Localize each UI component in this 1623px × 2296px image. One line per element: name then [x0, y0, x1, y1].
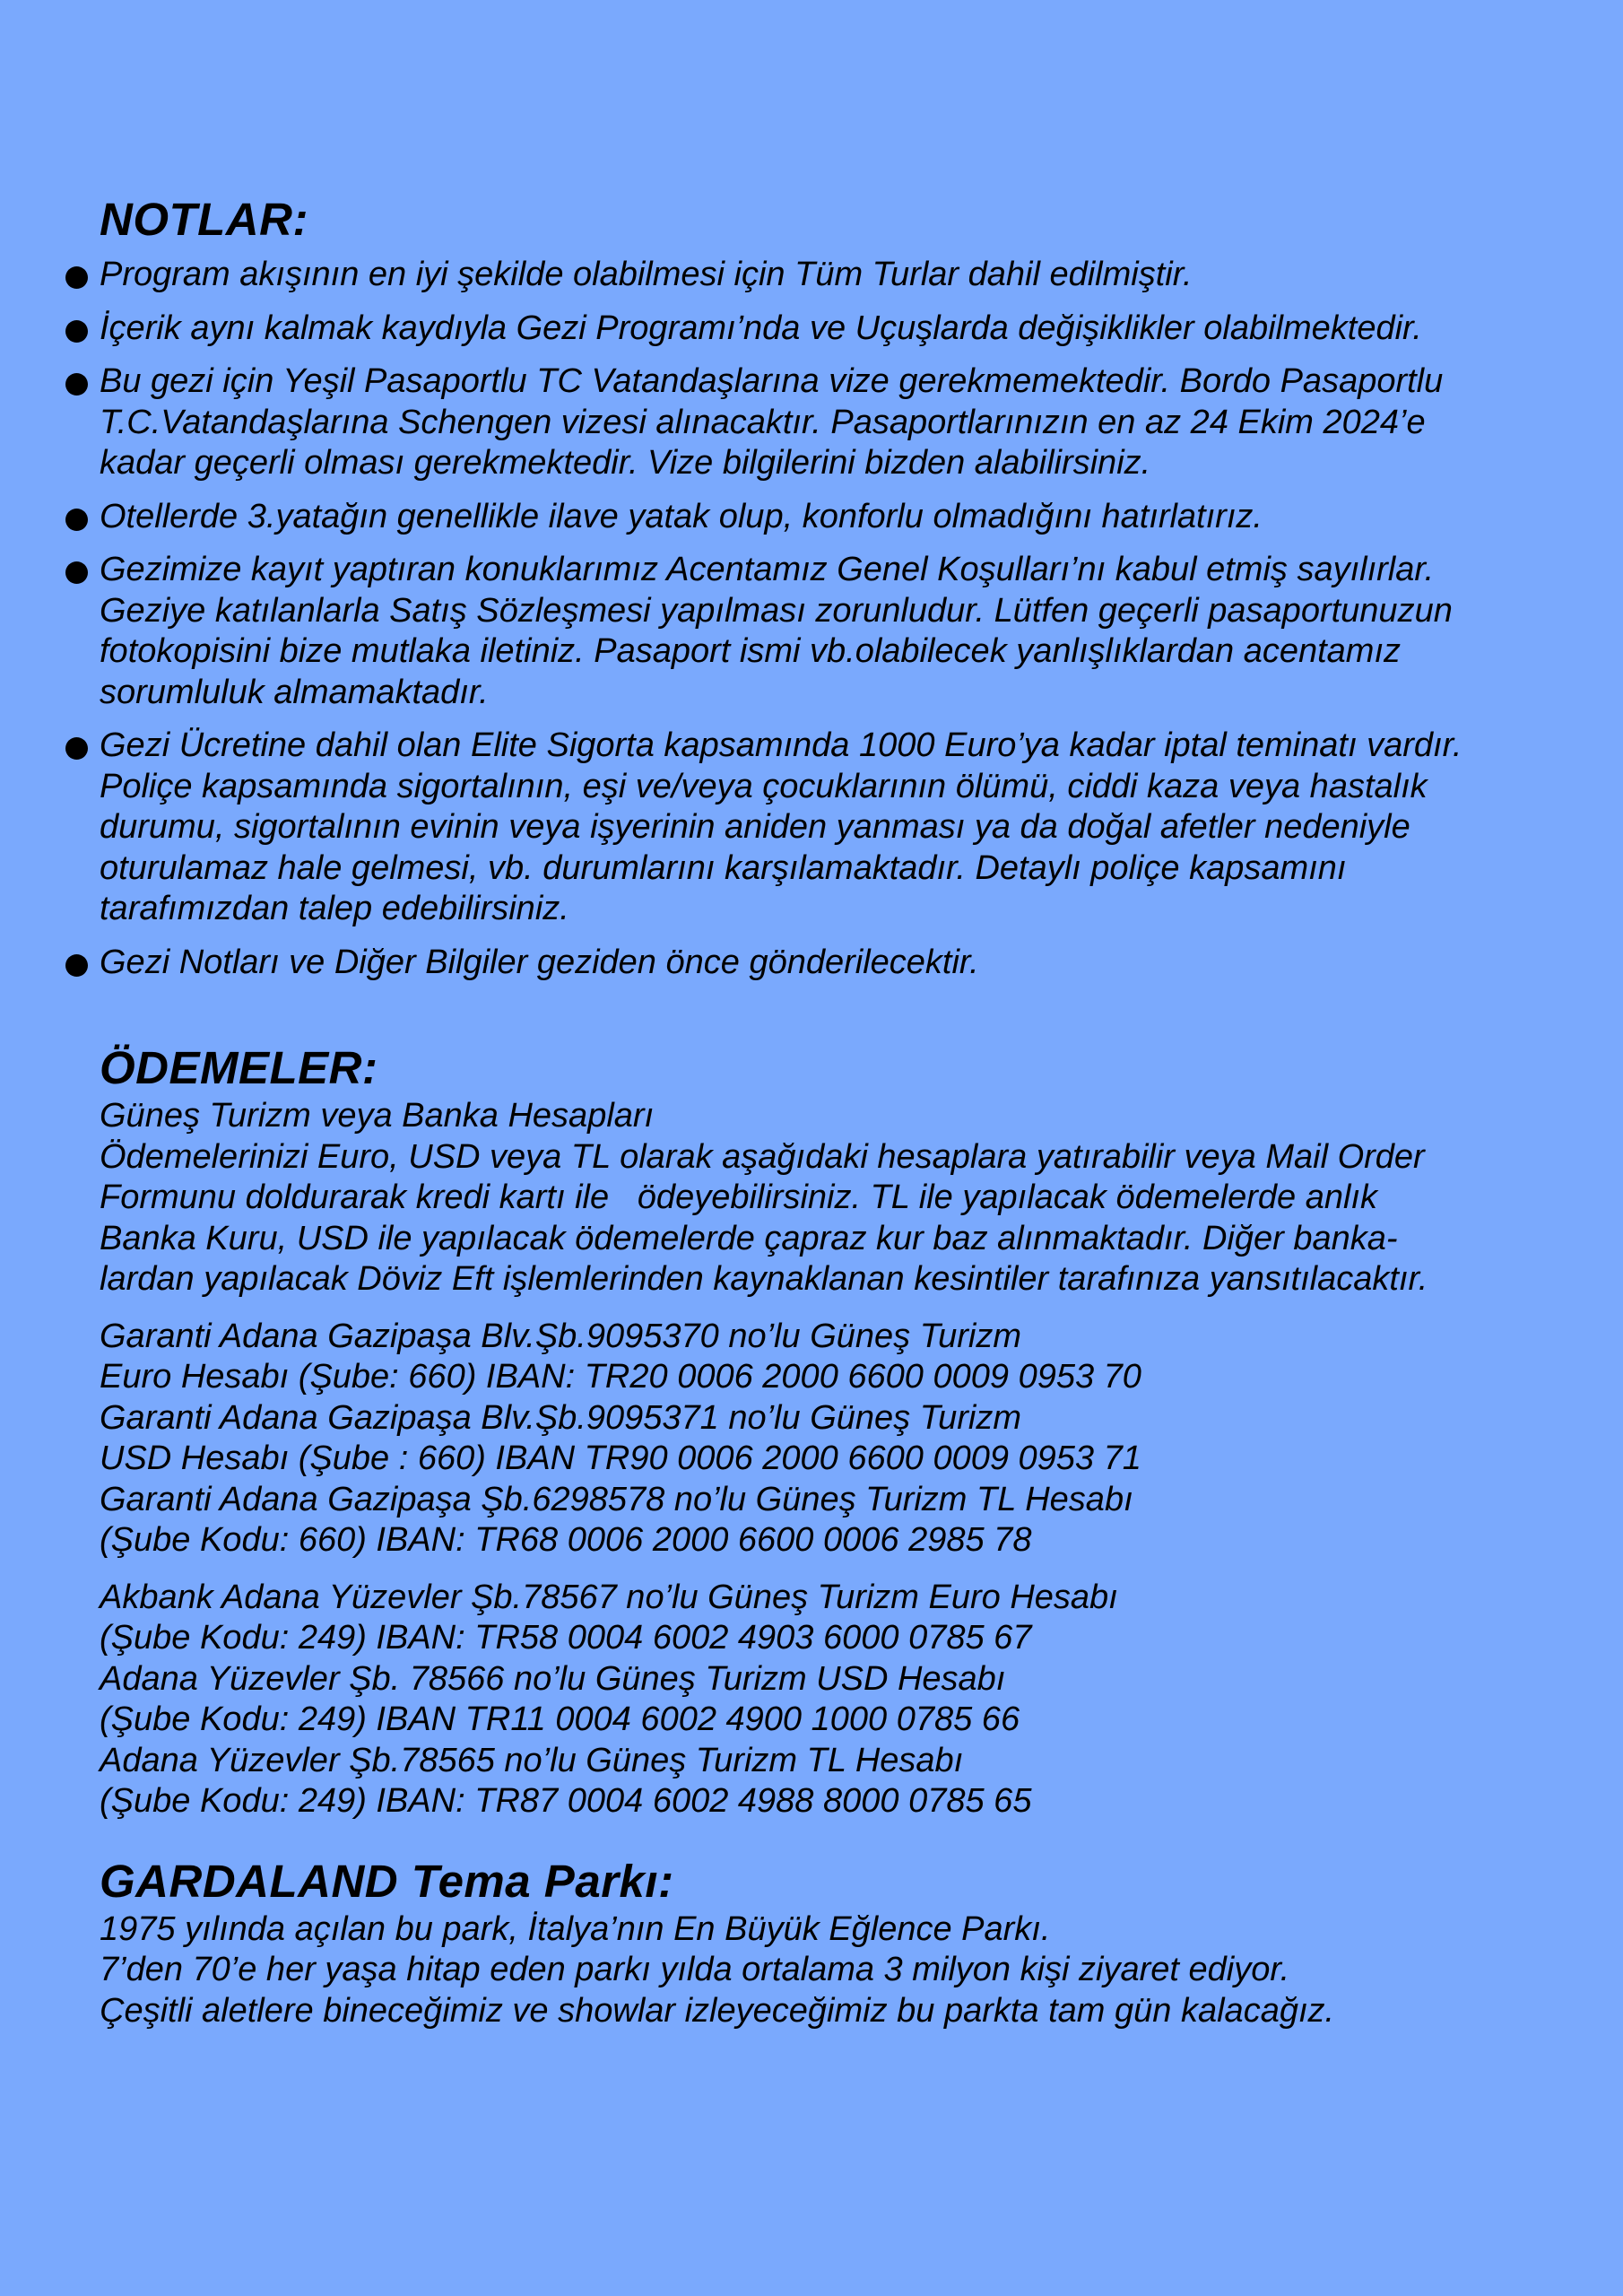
bank-account-line: Akbank Adana Yüzevler Şb.78567 no’lu Güneş Turizm Euro Hesabı — [100, 1578, 1118, 1616]
bullet-icon — [65, 737, 88, 760]
intro-line: lardan yapılacak Döviz Eft işlemlerinden kaynaklanan kesintiler tarafınıza yansıtılacaktır. — [100, 1260, 1428, 1298]
note-line: Geziye katılanlarla Satış Sözleşmesi yapılması zorunludur. Lütfen geçerli pasaportunuzun — [100, 591, 1453, 630]
note-line: durumu, sigortalının evinin veya işyerinin aniden yanması ya da doğal afetler nedeniyle — [100, 808, 1410, 846]
note-line: Otellerde 3.yatağın genellikle ilave yatak olup, konforlu olmadığını hatırlatırız. — [100, 497, 1263, 535]
notes-list — [100, 255, 1615, 983]
bullet-icon — [65, 561, 88, 584]
note-line: oturulamaz hale gelmesi, vb. durumlarını karşılamaktadır. Detaylı poliçe kapsamını — [100, 848, 1347, 887]
note-item — [100, 550, 1615, 713]
note-item — [100, 361, 1615, 484]
note-item — [100, 497, 1615, 538]
note-line: Program akışının en iyi şekilde olabilmesi için Tüm Turlar dahil edilmiştir. — [100, 256, 1193, 293]
note-line: T.C.Vatandaşlarına Schengen vizesi alınacaktır. Pasaportlarınızın en az 24 Ekim 2024’e — [100, 403, 1426, 441]
akbank-accounts — [100, 1578, 1615, 1822]
bank-account-line: (Şube Kodu: 249) IBAN TR11 0004 6002 4900 1000 0785 66 — [100, 1700, 1020, 1738]
garanti-accounts — [100, 1317, 1615, 1561]
content-column — [100, 192, 1615, 2031]
park-description — [100, 1909, 1615, 2032]
bank-account-line: (Şube Kodu: 249) IBAN: TR58 0004 6002 4903 6000 0785 67 — [100, 1619, 1032, 1657]
park-line: 1975 yılında açılan bu park, İtalya’nın En Büyük Eğlence Parkı. — [100, 1909, 1051, 1948]
note-line: sorumluluk almamaktadır. — [100, 673, 489, 711]
notes-section — [100, 192, 1615, 983]
note-line: Poliçe kapsamında sigortalının, eşi ve/veya çocuklarının ölümü, ciddi kaza veya hastalık — [100, 767, 1428, 805]
section-spacer — [100, 1822, 1615, 1854]
notes-title: NOTLAR: — [100, 194, 308, 245]
bank-account-line: (Şube Kodu: 660) IBAN: TR68 0006 2000 6600 0006 2985 78 — [100, 1521, 1032, 1559]
note-line: İçerik aynı kalmak kaydıyla Gezi Programı’nda ve Uçuşlarda değişiklikler olabilmektedir. — [100, 309, 1422, 347]
note-item — [100, 943, 1615, 984]
note-item — [100, 309, 1615, 350]
payments-intro — [100, 1096, 1615, 1300]
note-line: kadar geçerli olması gerekmektedir. Vize bilgilerini bizden alabilirsiniz. — [100, 444, 1151, 482]
note-line: Gezi Notları ve Diğer Bilgiler geziden önce gönderilecektir. — [100, 943, 979, 981]
intro-line: Banka Kuru, USD ile yapılacak ödemelerde çapraz kur baz alınmaktadır. Diğer banka- — [100, 1219, 1398, 1257]
bank-account-line: Garanti Adana Gazipaşa Şb.6298578 no’lu Güneş Turizm TL Hesabı — [100, 1480, 1133, 1518]
note-line: Bu gezi için Yeşil Pasaportlu TC Vatandaşlarına vize gerekmemektedir. Bordo Pasaportlu — [100, 362, 1444, 400]
park-section — [100, 1854, 1615, 2032]
bank-account-line: Euro Hesabı (Şube: 660) IBAN: TR20 0006 2000 6600 0009 0953 70 — [100, 1358, 1141, 1396]
payments-title: ÖDEMELER: — [100, 1042, 378, 1093]
bank-account-line: Adana Yüzevler Şb. 78566 no’lu Güneş Turizm USD Hesabı — [100, 1659, 1006, 1698]
bank-account-line: USD Hesabı (Şube : 660) IBAN TR90 0006 2000 6600 0009 0953 71 — [100, 1439, 1141, 1477]
bank-account-line: Garanti Adana Gazipaşa Blv.Şb.9095371 no’lu Güneş Turizm — [100, 1398, 1021, 1437]
bank-account-line: (Şube Kodu: 249) IBAN: TR87 0004 6002 4988 8000 0785 65 — [100, 1782, 1032, 1820]
note-item — [100, 255, 1615, 296]
bullet-icon — [65, 266, 88, 289]
note-line: tarafımızdan talep edebilirsiniz. — [100, 890, 569, 927]
bank-account-line: Adana Yüzevler Şb.78565 no’lu Güneş Turizm TL Hesabı — [100, 1741, 964, 1779]
note-line: fotokopisini bize mutlaka iletiniz. Pasaport ismi vb.olabilecek yanlışlıklardan acentamız — [100, 632, 1402, 670]
bullet-icon — [65, 320, 88, 343]
park-line: Çeşitli aletlere bineceğimiz ve showlar izleyeceğimiz bu parkta tam gün kalacağız. — [100, 1991, 1335, 2030]
bullet-icon — [65, 373, 88, 396]
bullet-icon — [65, 509, 88, 531]
note-item — [100, 726, 1615, 930]
bank-account-line: Garanti Adana Gazipaşa Blv.Şb.9095370 no’lu Güneş Turizm — [100, 1317, 1021, 1355]
intro-line: Ödemelerinizi Euro, USD veya TL olarak aşağıdaki hesaplara yatırabilir veya Mail Order — [100, 1137, 1425, 1176]
note-line: Gezi Ücretine dahil olan Elite Sigorta kapsamında 1000 Euro’ya kadar iptal teminatı vardır. — [100, 726, 1462, 764]
park-line: 7’den 70’e her yaşa hitap eden parkı yılda ortalama 3 milyon kişi ziyaret ediyor. — [100, 1951, 1290, 1988]
note-line: Gezimize kayıt yaptıran konuklarımız Acentamız Genel Koşulları’nı kabul etmiş sayılırlar. — [100, 551, 1435, 588]
bullet-icon — [65, 954, 88, 977]
park-title: GARDALAND Tema Parkı: — [100, 1855, 674, 1907]
payments-section — [100, 1040, 1615, 1822]
intro-line: Güneş Turizm veya Banka Hesapları — [100, 1097, 655, 1135]
intro-line: Formunu doldurarak kredi kartı ile ödeyebilirsiniz. TL ile yapılacak ödemelerde anlık — [100, 1178, 1377, 1216]
section-spacer — [100, 996, 1615, 1040]
